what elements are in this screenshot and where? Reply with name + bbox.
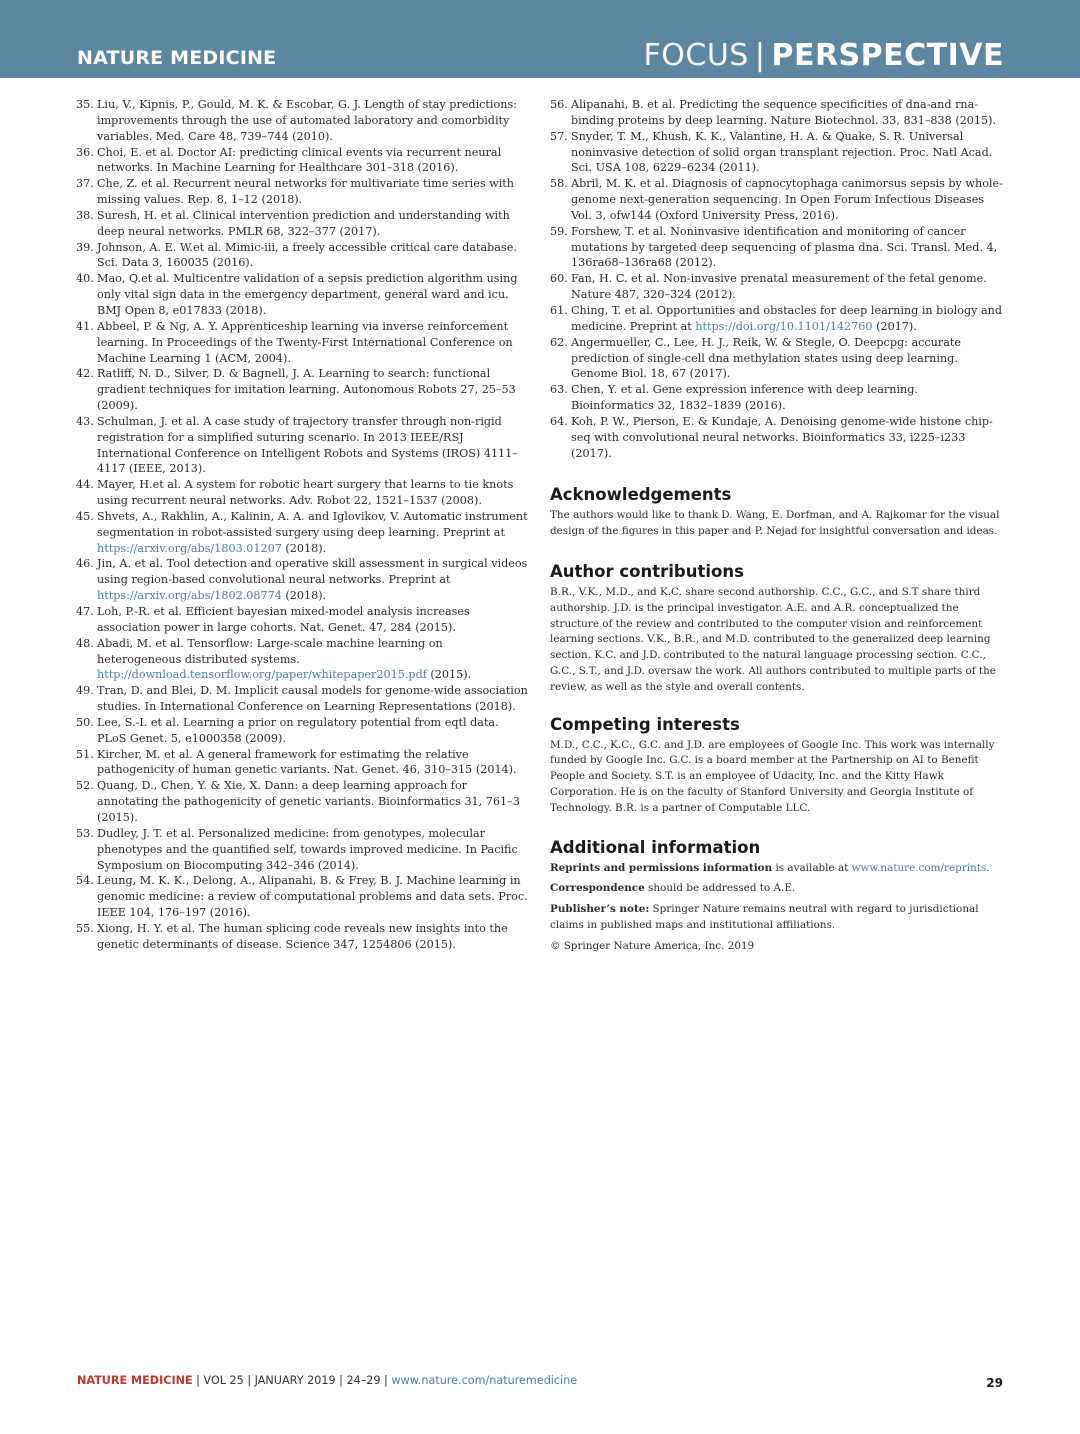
reference-item: [550, 224, 1004, 272]
reference-text: Johnson, A. E. W.et al. Mimic-iii, a freely accessible critical care database. Sci. Data 3, 160035 (2016).: [97, 240, 517, 270]
reference-number: 46.: [76, 557, 94, 571]
reference-text: Snyder, T. M., Khush, K. K., Valantine, H. A. & Quake, S. R. Universal noninvasive detection of solid organ transplant rejection. Proc. Natl Acad. Sci. USA 108, 6229–6234 (2011).: [571, 129, 993, 175]
acknowledgements-heading: Acknowledgements: [550, 485, 732, 505]
right-column: [550, 97, 1004, 960]
footer-meta: | VOL 25 | JANUARY 2019 | 24–29 |: [192, 1374, 392, 1387]
journal-name: NATURE MEDICINE: [77, 47, 277, 69]
author-contributions-section: [550, 562, 1004, 696]
reference-item: [76, 826, 530, 874]
publisher-label: Publisher’s note:: [550, 903, 650, 916]
competing-interests-body: M.D., C.C., K.C., G.C. and J.D. are employees of Google Inc. This work was internally funded by Google Inc. G.C. is a board member at the Partnership on AI to Benefit People and Society. S.T. is an employee of Udacity, Inc. and the Kitty Hawk Corporation. He is on the faculty of Stanford University and Georgia Institute of Technology. B.R. is a partner of Computable LLC.: [550, 738, 995, 814]
reference-item: [76, 176, 530, 208]
reference-text: Forshew, T. et al. Noninvasive identification and monitoring of cancer mutations by targeted deep sequencing of plasma dna. Sci. Transl. Med. 4, 136ra68–136ra68 (2012).: [571, 224, 998, 270]
reference-number: 53.: [76, 826, 94, 840]
reprints-line: [550, 861, 1004, 877]
reference-number: 49.: [76, 684, 94, 698]
reference-text: Abbeel, P. & Ng, A. Y. Apprenticeship learning via inverse reinforcement learning. In Proceedings of the Twenty-First International Conference on Machine Learning 1 (ACM, 2004).: [97, 319, 513, 365]
focus-label: FOCUS: [643, 38, 749, 73]
reference-link[interactable]: https://arxiv.org/abs/1803.01207: [97, 541, 282, 555]
reference-item: [550, 414, 1004, 462]
additional-information-section: [550, 838, 1004, 955]
reference-text: Tran, D. and Blei, D. M. Implicit causal models for genome-wide association studies. In International Conference on Learning Representations (2018).: [97, 684, 528, 714]
reference-item: [76, 97, 530, 145]
section-tag: [644, 38, 1004, 73]
reference-item: [550, 97, 1004, 129]
page-footer: [77, 1374, 577, 1387]
reference-text: Schulman, J. et al. A case study of trajectory transfer through non-rigid registration for a simplified suturing scenario. In 2013 IEEE/RSJ International Conference on Intelligent Robots and Systems (IROS) 4111–4117 (IEEE, 2013).: [97, 414, 518, 476]
reprints-label: Reprints and permissions information: [550, 861, 773, 874]
correspondence-label: Correspondence: [550, 882, 645, 895]
reprints-text: is available at: [772, 861, 852, 874]
reference-item: [550, 335, 1004, 383]
reference-text: Liu, V., Kipnis, P., Gould, M. K. & Escobar, G. J. Length of stay predictions: improvements through the use of automated laboratory and comorbidity variables. Med. Care 48, 739–744 (2010).: [97, 98, 517, 143]
author-contributions-body: B.R., V.K., M.D., and K.C. share second authorship. C.C., G.C., and S.T share third authorship. J.D. is the principal investigator. A.E. and A.R. conceptualized the structure of the review and contributed to the computer vision and reinforcement learning sections. V.K., B.R., and M.D. contributed to the generalized deep learning section. K.C. and J.D. contributed to the natural language processing section. C.C., G.C., S.T., and J.D. oversaw the work. All authors contributed to multiple parts of the review, as well as the style and overall contents.: [550, 586, 996, 693]
reference-text: Leung, M. K. K., Delong, A., Alipanahi, B. & Frey, B. J. Machine learning in genomic medicine: a review of computational problems and data sets. Proc. IEEE 104, 176–197 (2016).: [97, 874, 528, 920]
reference-item: [76, 208, 530, 240]
reference-number: 55.: [76, 921, 94, 935]
reference-text: Suresh, H. et al. Clinical intervention prediction and understanding with deep neural networks. PMLR 68, 322–377 (2017).: [97, 208, 510, 238]
reference-item: [76, 604, 530, 636]
reference-item: [76, 747, 530, 779]
reference-text: Chen, Y. et al. Gene expression inference with deep learning. Bioinformatics 32, 1832–1839 (2016).: [571, 383, 918, 413]
correspondence-text: should be addressed to A.E.: [644, 882, 796, 895]
footer-journal: NATURE MEDICINE: [77, 1374, 193, 1387]
reference-list-right: [550, 97, 1004, 461]
reference-number: 64.: [550, 414, 568, 428]
reference-number: 38.: [76, 208, 94, 222]
reference-text-end: (2015).: [426, 668, 472, 682]
reference-item: [76, 509, 530, 557]
reference-text: Choi, E. et al. Doctor AI: predicting clinical events via recurrent neural networks. In Machine Learning for Healthcare 301–318 (2016).: [97, 145, 502, 175]
reference-item: [76, 556, 530, 604]
author-contributions-heading: Author contributions: [550, 562, 744, 581]
reference-text: Shvets, A., Rakhlin, A., Kalinin, A. A. and Iglovikov, V. Automatic instrument segmentation in robot-assisted surgery using deep learning. Preprint at: [97, 509, 528, 539]
reference-text: Fan, H. C. et al. Non-invasive prenatal measurement of the fetal genome. Nature 487, 320–324 (2012).: [571, 272, 987, 302]
reference-number: 36.: [76, 145, 94, 159]
reference-item: [76, 477, 530, 509]
reference-item: [550, 271, 1004, 303]
reprints-link[interactable]: www.nature.com/reprints: [851, 861, 987, 874]
reference-number: 39.: [76, 240, 94, 254]
reference-number: 35.: [76, 98, 94, 111]
reference-number: 62.: [550, 335, 568, 349]
reference-number: 61.: [550, 303, 568, 317]
reference-number: 63.: [550, 383, 568, 397]
reference-item: [76, 715, 530, 747]
reference-item: [76, 271, 530, 319]
reference-number: 40.: [76, 272, 94, 286]
reference-item: [76, 921, 530, 953]
reference-text: Ching, T. et al. Opportunities and obstacles for deep learning in biology and medicine. Preprint at: [571, 303, 1003, 333]
reference-text: Xiong, H. Y. et al. The human splicing code reveals new insights into the genetic determinants of disease. Science 347, 1254806 (2015).: [97, 921, 508, 951]
reference-text-end: (2017).: [872, 319, 917, 333]
reference-number: 54.: [76, 874, 94, 888]
reference-item: [76, 683, 530, 715]
reference-text: Jin, A. et al. Tool detection and operative skill assessment in surgical videos using region-based convolutional neural networks. Preprint at: [97, 557, 528, 587]
competing-interests-heading: Competing interests: [550, 714, 740, 734]
reference-number: 42.: [76, 367, 94, 381]
reference-item: [76, 778, 530, 826]
reference-text: Angermueller, C., Lee, H. J., Reik, W. & Stegle, O. Deepcpg: accurate prediction of single-cell dna methylation states using deep learning. Genome Biol. 18, 67 (2017).: [571, 335, 962, 381]
reference-item: [550, 382, 1004, 414]
reference-text: Koh, P. W., Pierson, E. & Kundaje, A. Denoising genome-wide histone chip-seq with convolutional neural networks. Bioinformatics 33, i225–i233 (2017).: [571, 414, 993, 460]
competing-interests-section: [550, 715, 1004, 817]
reference-text: Quang, D., Chen, Y. & Xie, X. Dann: a deep learning approach for annotating the pathogenicity of genetic variants. Bioinformatics 31, 761–3 (2015).: [97, 779, 520, 824]
reference-item: [76, 636, 530, 684]
header-banner: [0, 0, 1080, 78]
reference-number: 48.: [76, 636, 94, 650]
copyright-line: © Springer Nature America, Inc. 2019: [550, 939, 755, 952]
reference-text: Alipanahi, B. et al. Predicting the sequence specificities of dna-and rna-binding proteins by deep learning. Nature Biotechnol. 33, 831–838 (2015).: [571, 98, 997, 127]
reference-text: Che, Z. et al. Recurrent neural networks for multivariate time series with missing values. Rep. 8, 1–12 (2018).: [97, 177, 514, 207]
reference-number: 58.: [550, 177, 568, 191]
reference-text: Dudley, J. T. et al. Personalized medicine: from genotypes, molecular phenotypes and the quantified self, towards improved medicine. In Pacific Symposium on Biocomputing 342–346 (2014).: [97, 826, 518, 872]
reference-link[interactable]: https://doi.org/10.1101/142760: [695, 319, 873, 333]
reference-number: 41.: [76, 319, 94, 333]
reference-number: 51.: [76, 747, 94, 761]
reference-item: [76, 873, 530, 921]
reference-item: [550, 303, 1004, 335]
reference-link[interactable]: https://arxiv.org/abs/1802.08774: [97, 589, 282, 603]
footer-link[interactable]: www.nature.com/naturemedicine: [391, 1374, 578, 1387]
reference-link[interactable]: http://download.tensorflow.org/paper/whitepaper2015.pdf: [97, 668, 427, 682]
reference-number: 59.: [550, 224, 568, 238]
reference-text: Abril, M. K. et al. Diagnosis of capnocytophaga canimorsus sepsis by whole-genome next-generation sequencing. In Open Forum Infectious Diseases Vol. 3, ofw144 (Oxford University Press, 2016).: [571, 177, 1003, 222]
reference-number: 37.: [76, 177, 94, 191]
reference-number: 50.: [76, 715, 94, 729]
reference-text: Lee, S.-I. et al. Learning a prior on regulatory potential from eqtl data. PLoS Genet. 5, e1000358 (2009).: [97, 715, 499, 745]
reference-text: Kircher, M. et al. A general framework for estimating the relative pathogenicity of human genetic variants. Nat. Genet. 46, 310–315 (2014).: [97, 747, 517, 777]
reference-list-left: [76, 97, 530, 953]
page-number: 29: [986, 1376, 1003, 1390]
perspective-label: PERSPECTIVE: [771, 38, 1004, 73]
reference-number: 45.: [76, 509, 94, 523]
reference-text: Abadi, M. et al. Tensorflow: Large-scale machine learning on heterogeneous distributed systems.: [97, 636, 443, 666]
reference-number: 47.: [76, 605, 94, 618]
reference-number: 44.: [76, 478, 94, 492]
reprints-end: .: [986, 861, 990, 874]
publisher-note-line: [550, 902, 1004, 934]
reference-number: 60.: [550, 272, 568, 286]
reference-item: [550, 129, 1004, 177]
reference-text: Mao, Q.et al. Multicentre validation of a sepsis prediction algorithm using only vital sign data in the emergency department, general ward and icu. BMJ Open 8, e017833 (2018).: [97, 272, 518, 317]
reference-number: 52.: [76, 779, 94, 793]
acknowledgements-section: [550, 485, 1004, 540]
left-column: [76, 97, 530, 953]
reference-text-end: (2018).: [281, 541, 327, 555]
reference-item: [76, 145, 530, 177]
acknowledgements-body: The authors would like to thank D. Wang, E. Dorfman, and A. Rajkomar for the visual design of the figures in this paper and P. Nejad for insightful conversation and ideas.: [550, 509, 1000, 538]
reference-text-end: (2018).: [281, 589, 327, 603]
reference-item: [76, 319, 530, 367]
publisher-text: Springer Nature remains neutral with regard to jurisdictional claims in published maps and institutional affiliations.: [550, 903, 979, 931]
additional-information-heading: Additional information: [550, 837, 761, 857]
reference-text: Mayer, H.et al. A system for robotic heart surgery that learns to tie knots using recurrent neural networks. Adv. Robot 22, 1521–1537 (2008).: [97, 478, 514, 508]
reference-item: [76, 366, 530, 414]
reference-number: 43.: [76, 414, 94, 428]
reference-item: [76, 240, 530, 272]
reference-number: 57.: [550, 129, 568, 143]
reference-number: 56.: [550, 98, 568, 111]
reference-text: Ratliff, N. D., Silver, D. & Bagnell, J. A. Learning to search: functional gradient techniques for imitation learning. Autonomous Robots 27, 25–53 (2009).: [97, 367, 516, 413]
correspondence-line: [550, 881, 1004, 897]
reference-item: [76, 414, 530, 477]
reference-text: Loh, P.-R. et al. Efficient bayesian mixed-model analysis increases association power in large cohorts. Nat. Genet. 47, 284 (2015).: [97, 605, 470, 634]
tag-separator: |: [754, 38, 766, 73]
reference-item: [550, 176, 1004, 224]
